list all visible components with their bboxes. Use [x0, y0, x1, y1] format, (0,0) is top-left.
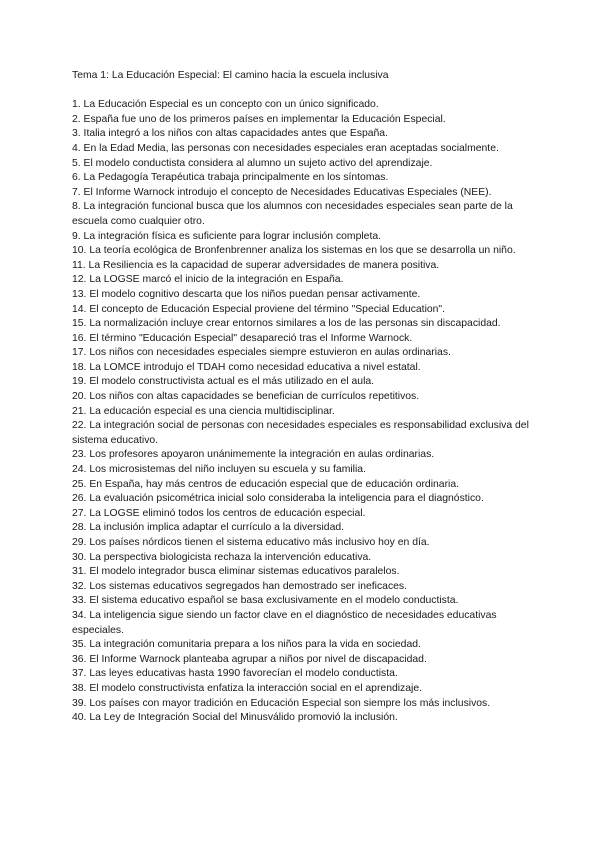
- question-item: 14. El concepto de Educación Especial proviene del término "Special Education".: [72, 303, 446, 315]
- question-item: 28. La inclusión implica adaptar el currículo a la diversidad.: [72, 522, 345, 534]
- question-item: 34. La inteligencia sigue siendo un factor clave en el diagnóstico de necesidades educativas especiales.: [72, 609, 497, 636]
- question-item: 21. La educación especial es una ciencia multidisciplinar.: [72, 405, 335, 417]
- question-item: 38. El modelo constructivista enfatiza la interacción social en el aprendizaje.: [72, 682, 423, 694]
- question-item: 18. La LOMCE introdujo el TDAH como necesidad educativa a nivel estatal.: [72, 361, 421, 373]
- question-item: 6. La Pedagogía Terapéutica trabaja principalmente en los síntomas.: [72, 172, 389, 184]
- question-item: 22. La integración social de personas con necesidades especiales es responsabilidad exclusiva del sistema educativo.: [72, 420, 529, 446]
- question-item: 32. Los sistemas educativos segregados han demostrado ser ineficaces.: [72, 580, 407, 592]
- question-item: 3. Italia integró a los niños con altas capacidades antes que España.: [72, 128, 388, 140]
- question-item: 23. Los profesores apoyaron unánimemente la integración en aulas ordinarias.: [72, 449, 435, 461]
- question-item: 30. La perspectiva biologicista rechaza la intervención educativa.: [72, 551, 372, 563]
- question-item: 24. Los microsistemas del niño incluyen su escuela y su familia.: [72, 464, 366, 476]
- question-item: 12. La LOGSE marcó el inicio de la integración en España.: [72, 274, 344, 286]
- document-page: [72, 69, 532, 726]
- question-item: 1. La Educación Especial es un concepto con un único significado.: [72, 99, 379, 111]
- question-item: 16. El término "Educación Especial" desapareció tras el Informe Warnock.: [72, 332, 413, 344]
- question-item: 17. Los niños con necesidades especiales siempre estuvieron en aulas ordinarias.: [72, 347, 451, 359]
- question-item: 27. La LOGSE eliminó todos los centros de educación especial.: [72, 507, 366, 519]
- document-title: Tema 1: La Educación Especial: El camino hacia la escuela inclusiva: [72, 70, 389, 81]
- question-item: 33. El sistema educativo español se basa exclusivamente en el modelo conductista.: [72, 595, 459, 607]
- question-item: 25. En España, hay más centros de educación especial que de educación ordinaria.: [72, 478, 460, 490]
- question-item: 15. La normalización incluye crear entornos similares a los de las personas sin discapacidad.: [72, 318, 501, 330]
- question-item: 26. La evaluación psicométrica inicial solo consideraba la inteligencia para el diagnóstico.: [72, 493, 484, 505]
- question-item: 4. En la Edad Media, las personas con necesidades especiales eran aceptadas socialmente.: [72, 142, 499, 154]
- question-list: [72, 98, 532, 726]
- question-item: 8. La integración funcional busca que los alumnos con necesidades especiales sean parte de la escuela como cualquier otro.: [72, 201, 513, 227]
- question-item: 29. Los países nórdicos tienen el sistema educativo más inclusivo hoy en día.: [72, 537, 430, 548]
- question-item: 2. España fue uno de los primeros países en implementar la Educación Especial.: [72, 113, 446, 125]
- question-item: 37. Las leyes educativas hasta 1990 favorecían el modelo conductista.: [72, 668, 398, 680]
- question-item: 10. La teoría ecológica de Bronfenbrenner analiza los sistemas en los que se desarrolla un niño.: [72, 245, 516, 257]
- question-item: 31. El modelo integrador busca eliminar sistemas educativos paralelos.: [72, 566, 400, 578]
- question-item: 13. El modelo cognitivo descarta que los niños puedan pensar activamente.: [72, 288, 421, 300]
- question-item: 35. La integración comunitaria prepara a los niños para la vida en sociedad.: [72, 639, 421, 651]
- question-item: 40. La Ley de Integración Social del Minusválido promovió la inclusión.: [72, 712, 398, 724]
- question-item: 19. El modelo constructivista actual es el más utilizado en el aula.: [72, 376, 375, 388]
- question-item: 9. La integración física es suficiente para lograr inclusión completa.: [72, 230, 381, 242]
- question-item: 36. El Informe Warnock planteaba agrupar a niños por nivel de discapacidad.: [72, 653, 427, 665]
- question-item: 11. La Resiliencia es la capacidad de superar adversidades de manera positiva.: [72, 259, 440, 271]
- question-item: 7. El Informe Warnock introdujo el concepto de Necesidades Educativas Especiales (NEE).: [72, 186, 492, 198]
- question-item: 5. El modelo conductista considera al alumno un sujeto activo del aprendizaje.: [72, 157, 433, 169]
- question-item: 39. Los países con mayor tradición en Educación Especial son siempre los más inclusivos.: [72, 697, 491, 709]
- question-item: 20. Los niños con altas capacidades se benefician de currículos repetitivos.: [72, 391, 420, 403]
